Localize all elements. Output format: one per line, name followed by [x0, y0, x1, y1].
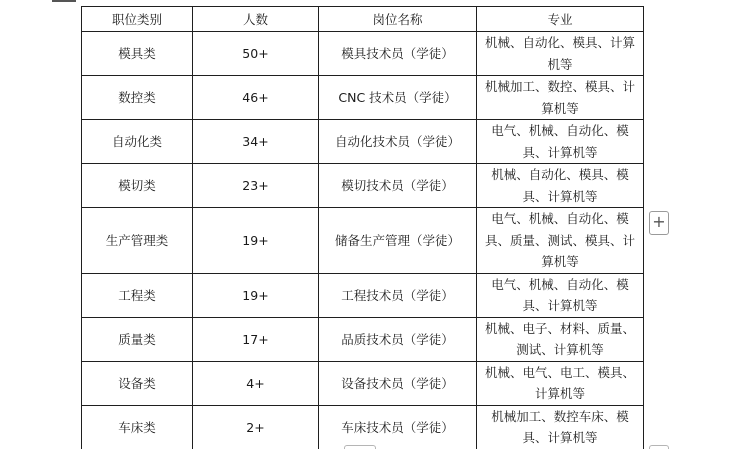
- table-row: [82, 76, 644, 120]
- cell-category: 生产管理类: [82, 208, 193, 274]
- cell-position: CNC 技术员（学徒）: [319, 76, 477, 120]
- cell-count: 46+: [193, 76, 319, 120]
- cell-major: 机械、自动化、模具、模具、计算机等: [477, 164, 644, 208]
- cell-category: 车床类: [82, 405, 193, 449]
- cell-category: 质量类: [82, 317, 193, 361]
- cell-major: 机械、电气、电工、模具、计算机等: [477, 361, 644, 405]
- cell-category: 工程类: [82, 273, 193, 317]
- header-count: 人数: [193, 7, 319, 32]
- cell-position: 工程技术员（学徒）: [319, 273, 477, 317]
- cell-count: 2+: [193, 405, 319, 449]
- cell-count: 19+: [193, 273, 319, 317]
- cell-position: 设备技术员（学徒）: [319, 361, 477, 405]
- cell-major: 机械、电子、材料、质量、测试、计算机等: [477, 317, 644, 361]
- cell-category: 自动化类: [82, 120, 193, 164]
- cell-major: 机械加工、数控、模具、计算机等: [477, 76, 644, 120]
- table-row: [82, 317, 644, 361]
- cell-count: 23+: [193, 164, 319, 208]
- cell-position: 品质技术员（学徒）: [319, 317, 477, 361]
- cell-major: 机械加工、数控车床、模具、计算机等: [477, 405, 644, 449]
- table-row: [82, 405, 644, 449]
- table-header-row: [82, 7, 644, 32]
- header-category: 职位类别: [82, 7, 193, 32]
- cell-position: 模具技术员（学徒）: [319, 32, 477, 76]
- table-row: [82, 32, 644, 76]
- corner-mark: [52, 0, 76, 2]
- cell-position: 自动化技术员（学徒）: [319, 120, 477, 164]
- add-row-button[interactable]: +: [649, 211, 669, 235]
- cell-position: 储备生产管理（学徒）: [319, 208, 477, 274]
- cell-category: 模切类: [82, 164, 193, 208]
- table-row: [82, 273, 644, 317]
- cell-count: 4+: [193, 361, 319, 405]
- cell-count: 34+: [193, 120, 319, 164]
- cell-major: 电气、机械、自动化、模具、计算机等: [477, 273, 644, 317]
- cell-count: 19+: [193, 208, 319, 274]
- cell-category: 设备类: [82, 361, 193, 405]
- table-row: [82, 208, 644, 274]
- cell-major: 电气、机械、自动化、模具、计算机等: [477, 120, 644, 164]
- recruitment-table: [81, 6, 644, 449]
- cell-category: 模具类: [82, 32, 193, 76]
- bottom-handle[interactable]: [344, 445, 376, 449]
- cell-major: 电气、机械、自动化、模具、质量、测试、模具、计算机等: [477, 208, 644, 274]
- bottom-add-button[interactable]: [649, 445, 669, 449]
- cell-major: 机械、自动化、模具、计算机等: [477, 32, 644, 76]
- cell-count: 50+: [193, 32, 319, 76]
- table-row: [82, 164, 644, 208]
- cell-count: 17+: [193, 317, 319, 361]
- cell-category: 数控类: [82, 76, 193, 120]
- table-row: [82, 361, 644, 405]
- cell-position: 模切技术员（学徒）: [319, 164, 477, 208]
- table-row: [82, 120, 644, 164]
- cell-position: 车床技术员（学徒）: [319, 405, 477, 449]
- header-major: 专业: [477, 7, 644, 32]
- header-position: 岗位名称: [319, 7, 477, 32]
